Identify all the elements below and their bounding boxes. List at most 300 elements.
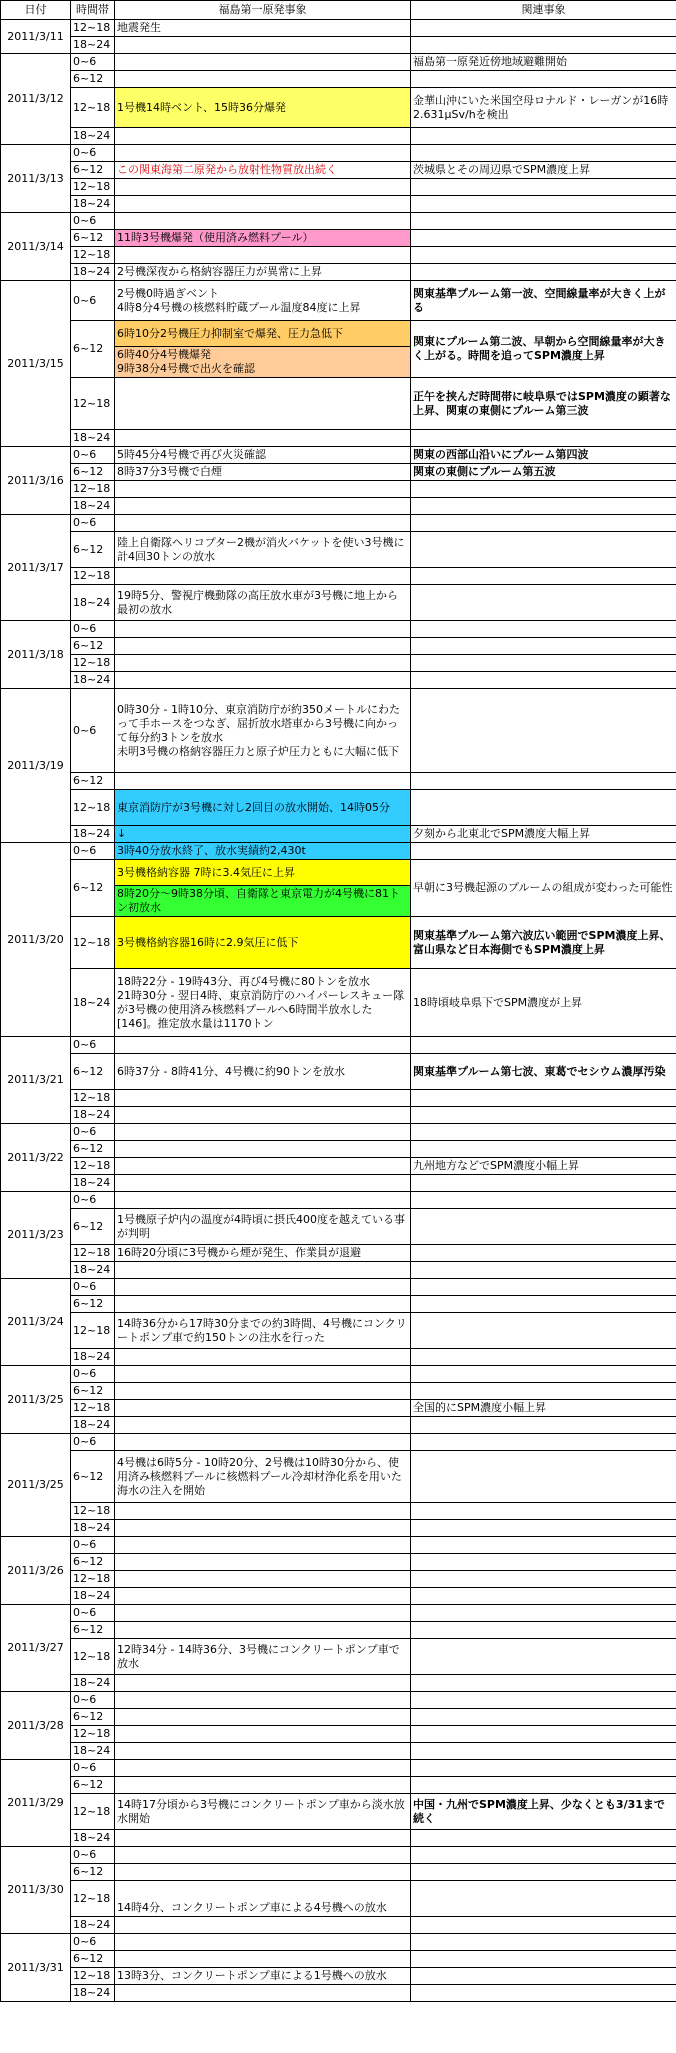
related-event-cell: 正午を挟んだ時間帯に岐阜県ではSPM濃度の顕著な上昇、関東の東側にプルーム第三波: [411, 378, 676, 430]
date-cell: 2011/3/28: [1, 1692, 71, 1760]
time-slot-cell: 18~24: [71, 498, 115, 515]
time-slot-cell: 6~12: [71, 1864, 115, 1881]
header-time-slot: 時間帯: [71, 1, 115, 20]
related-event-cell: 全国的にSPM濃度小幅上昇: [411, 1400, 676, 1417]
time-slot-cell: 0~6: [71, 689, 115, 773]
related-event-cell: [411, 247, 676, 264]
fukushima-event-cell: 11時3号機爆発（使用済み燃料プール）: [115, 230, 411, 247]
related-event-cell: [411, 481, 676, 498]
related-event-cell: [411, 1692, 676, 1709]
related-event-cell: [411, 1847, 676, 1864]
table-row: [1, 655, 676, 672]
time-slot-cell: 12~18: [71, 1503, 115, 1520]
table-row: [1, 1158, 676, 1175]
date-cell: 2011/3/24: [1, 1279, 71, 1366]
time-slot-cell: 12~18: [71, 378, 115, 430]
table-row: [1, 162, 676, 179]
table-row: [1, 532, 676, 568]
fukushima-event-cell: 8時20分～9時38分頃、自衛隊と東京電力が4号機に81トン初放水: [115, 886, 411, 917]
time-slot-cell: 18~24: [71, 1985, 115, 2002]
related-event-cell: [411, 145, 676, 162]
table-row: [1, 843, 676, 860]
related-event-cell: [411, 213, 676, 230]
related-event-cell: 中国・九州でSPM濃度上昇、少なくとも3/31まで続く: [411, 1794, 676, 1830]
related-event-cell: [411, 532, 676, 568]
table-row: [1, 826, 676, 843]
date-cell: 2011/3/22: [1, 1124, 71, 1192]
table-row: [1, 1209, 676, 1245]
fukushima-event-cell: 5時45分4号機で再び火災確認: [115, 447, 411, 464]
table-row: [1, 1864, 676, 1881]
related-event-cell: [411, 71, 676, 88]
related-event-cell: [411, 1141, 676, 1158]
table-row: [1, 447, 676, 464]
fukushima-event-cell: 1号機14時ベント、15時36分爆発: [115, 88, 411, 128]
table-row: [1, 128, 676, 145]
time-slot-cell: 6~12: [71, 1451, 115, 1503]
fukushima-event-cell: 19時5分、警視庁機動隊の高圧放水車が3号機に地上から最初の放水: [115, 585, 411, 621]
time-slot-cell: 0~6: [71, 1760, 115, 1777]
fukushima-event-cell: 14時4分、コンクリートポンプ車による4号機への放水: [115, 1881, 411, 1917]
table-row: [1, 1881, 676, 1917]
fukushima-event-cell: [115, 773, 411, 790]
related-event-cell: [411, 1279, 676, 1296]
fukushima-event-cell: [115, 1090, 411, 1107]
fukushima-event-cell: [115, 1951, 411, 1968]
table-row: [1, 1245, 676, 1262]
related-event-cell: [411, 1571, 676, 1588]
table-row: [1, 1279, 676, 1296]
table-row: [1, 1537, 676, 1554]
fukushima-event-cell: [115, 1864, 411, 1881]
related-event-cell: [411, 128, 676, 145]
time-slot-cell: 18~24: [71, 1917, 115, 1934]
related-event-cell: [411, 37, 676, 54]
fukushima-event-cell: [115, 1383, 411, 1400]
fukushima-event-cell: 1号機原子炉内の温度が4時頃に摂氏400度を越えている事が判明: [115, 1209, 411, 1245]
table-row: [1, 1366, 676, 1383]
table-row: [1, 1622, 676, 1639]
fukushima-event-cell: [115, 1934, 411, 1951]
related-event-cell: [411, 1881, 676, 1917]
date-cell: 2011/3/20: [1, 843, 71, 1037]
related-event-cell: [411, 1520, 676, 1537]
time-slot-cell: 0~6: [71, 1037, 115, 1054]
table-row: [1, 1349, 676, 1366]
fukushima-event-cell: [115, 1917, 411, 1934]
date-cell: 2011/3/15: [1, 281, 71, 447]
fukushima-event-cell: [115, 1520, 411, 1537]
related-event-cell: [411, 1090, 676, 1107]
time-slot-cell: 0~6: [71, 843, 115, 860]
fukushima-event-cell: 東京消防庁が3号機に対し2回目の放水開始、14時05分: [115, 790, 411, 826]
table-row: [1, 1726, 676, 1743]
fukushima-event-cell: [115, 1675, 411, 1692]
fukushima-event-cell: [115, 1192, 411, 1209]
date-cell: 2011/3/29: [1, 1760, 71, 1847]
related-event-cell: [411, 1605, 676, 1622]
fukushima-event-cell: [115, 1743, 411, 1760]
fukushima-event-cell: [115, 128, 411, 145]
table-row: [1, 1794, 676, 1830]
table-row: [1, 790, 676, 826]
time-slot-cell: 12~18: [71, 20, 115, 37]
related-event-cell: [411, 498, 676, 515]
related-event-cell: [411, 1951, 676, 1968]
fukushima-event-cell: 14時17分頃から3号機にコンクリートポンプ車から淡水放水開始: [115, 1794, 411, 1830]
fukushima-event-cell: 3時40分放水終了、放水実績約2,430t: [115, 843, 411, 860]
date-cell: 2011/3/13: [1, 145, 71, 213]
related-event-cell: [411, 1349, 676, 1366]
fukushima-event-cell: [115, 1554, 411, 1571]
time-slot-cell: 6~12: [71, 1554, 115, 1571]
table-row: [1, 1985, 676, 2002]
header-row: [1, 1, 676, 20]
fukushima-event-cell: [115, 213, 411, 230]
table-row: [1, 1847, 676, 1864]
time-slot-cell: 18~24: [71, 1675, 115, 1692]
time-slot-cell: 12~18: [71, 247, 115, 264]
fukushima-event-cell: [115, 1400, 411, 1417]
time-slot-cell: 18~24: [71, 1588, 115, 1605]
date-cell: 2011/3/16: [1, 447, 71, 515]
time-slot-cell: 0~6: [71, 1279, 115, 1296]
date-cell: 2011/3/12: [1, 54, 71, 145]
related-event-cell: [411, 1366, 676, 1383]
time-slot-cell: 18~24: [71, 1417, 115, 1434]
related-event-cell: [411, 20, 676, 37]
time-slot-cell: 6~12: [71, 162, 115, 179]
table-row: [1, 1743, 676, 1760]
time-slot-cell: 6~12: [71, 773, 115, 790]
fukushima-event-cell: [115, 1296, 411, 1313]
table-row: [1, 1588, 676, 1605]
related-event-cell: 福島第一原発近傍地域避難開始: [411, 54, 676, 71]
fukushima-event-cell: [115, 655, 411, 672]
time-slot-cell: 12~18: [71, 1881, 115, 1917]
related-event-cell: [411, 515, 676, 532]
time-slot-cell: 0~6: [71, 515, 115, 532]
time-slot-cell: 6~12: [71, 464, 115, 481]
related-event-cell: [411, 1588, 676, 1605]
time-slot-cell: 12~18: [71, 1726, 115, 1743]
table-row: [1, 1968, 676, 1985]
related-event-cell: [411, 672, 676, 689]
time-slot-cell: 18~24: [71, 1175, 115, 1192]
header-related-events: 関連事象: [411, 1, 676, 20]
related-event-cell: 関東にプルーム第二波、早朝から空間線量率が大きく上がる。時間を追ってSPM濃度上昇: [411, 321, 676, 378]
fukushima-event-cell: [115, 247, 411, 264]
related-event-cell: [411, 790, 676, 826]
fukushima-event-cell: [115, 145, 411, 162]
fukushima-event-cell: [115, 1279, 411, 1296]
related-event-cell: [411, 1262, 676, 1279]
time-slot-cell: 18~24: [71, 128, 115, 145]
time-slot-cell: 12~18: [71, 1158, 115, 1175]
time-slot-cell: 0~6: [71, 213, 115, 230]
related-event-cell: [411, 196, 676, 213]
fukushima-event-cell: 18時22分 - 19時43分、再び4号機に80トンを放水 21時30分 - 翌日4時、東京消防庁のハイパーレスキュー隊が3号機の使用済み核燃料プールへ6時間半放水した[146]。推定放水量は1170トン: [115, 969, 411, 1037]
table-row: [1, 281, 676, 321]
table-row: [1, 1090, 676, 1107]
fukushima-event-cell: [115, 1366, 411, 1383]
fukushima-event-cell: [115, 1709, 411, 1726]
table-row: [1, 1639, 676, 1675]
table-row: [1, 213, 676, 230]
related-event-cell: [411, 1192, 676, 1209]
fukushima-event-cell: [115, 1605, 411, 1622]
time-slot-cell: 0~6: [71, 1605, 115, 1622]
table-row: [1, 196, 676, 213]
related-event-cell: [411, 1743, 676, 1760]
table-row: [1, 1692, 676, 1709]
related-event-cell: [411, 1245, 676, 1262]
related-event-cell: 関東基準プルーム第七波、東葛でセシウム濃厚汚染: [411, 1054, 676, 1090]
fukushima-event-cell: [115, 1037, 411, 1054]
related-event-cell: [411, 1675, 676, 1692]
fukushima-event-cell: 14時36分から17時30分までの約3時間、4号機にコンクリートポンプ車で約150トンの注水を行った: [115, 1313, 411, 1349]
related-event-cell: [411, 1037, 676, 1054]
related-event-cell: 関東の東側にプルーム第五波: [411, 464, 676, 481]
table-row: [1, 1313, 676, 1349]
fukushima-event-cell: [115, 1417, 411, 1434]
related-event-cell: [411, 1209, 676, 1245]
table-row: [1, 1777, 676, 1794]
time-slot-cell: 0~6: [71, 281, 115, 321]
fukushima-event-cell: [115, 1985, 411, 2002]
related-event-cell: [411, 1417, 676, 1434]
related-event-cell: [411, 1503, 676, 1520]
date-cell: 2011/3/23: [1, 1192, 71, 1279]
table-row: [1, 1709, 676, 1726]
table-row: [1, 1124, 676, 1141]
related-event-cell: [411, 1864, 676, 1881]
fukushima-event-cell: [115, 196, 411, 213]
table-row: [1, 917, 676, 969]
fukushima-event-cell: 6時37分 - 8時41分、4号機に約90トンを放水: [115, 1054, 411, 1090]
time-slot-cell: 6~12: [71, 1622, 115, 1639]
time-slot-cell: 18~24: [71, 37, 115, 54]
table-row: [1, 1192, 676, 1209]
fukushima-event-cell: [115, 1847, 411, 1864]
related-event-cell: 18時頃岐阜県下でSPM濃度が上昇: [411, 969, 676, 1037]
header-date: 日付: [1, 1, 71, 20]
table-row: [1, 1571, 676, 1588]
time-slot-cell: 18~24: [71, 672, 115, 689]
fukushima-event-cell: [115, 621, 411, 638]
time-slot-cell: 12~18: [71, 655, 115, 672]
related-event-cell: [411, 585, 676, 621]
time-slot-cell: 6~12: [71, 230, 115, 247]
fukushima-event-cell: [115, 179, 411, 196]
fukushima-event-cell: 4号機は6時5分 - 10時20分、2号機は10時30分から、使用済み核燃料プールに核燃料プール冷却材浄化系を用いた海水の注入を開始: [115, 1451, 411, 1503]
fukushima-event-cell: [115, 1434, 411, 1451]
related-event-cell: [411, 1968, 676, 1985]
related-event-cell: [411, 1537, 676, 1554]
related-event-cell: [411, 1296, 676, 1313]
table-row: [1, 1141, 676, 1158]
table-row: [1, 568, 676, 585]
fukushima-event-cell: 2号機0時過ぎベント 4時8分4号機の核燃料貯蔵プール温度84度に上昇: [115, 281, 411, 321]
fukushima-event-cell: [115, 515, 411, 532]
time-slot-cell: 6~12: [71, 1296, 115, 1313]
related-event-cell: [411, 1760, 676, 1777]
time-slot-cell: 0~6: [71, 1192, 115, 1209]
related-event-cell: [411, 1554, 676, 1571]
table-row: [1, 1296, 676, 1313]
related-event-cell: [411, 1830, 676, 1847]
time-slot-cell: 18~24: [71, 1107, 115, 1124]
time-slot-cell: 6~12: [71, 1777, 115, 1794]
time-slot-cell: 12~18: [71, 917, 115, 969]
fukushima-event-cell: 地震発生: [115, 20, 411, 37]
time-slot-cell: 18~24: [71, 1830, 115, 1847]
related-event-cell: [411, 1985, 676, 2002]
table-row: [1, 88, 676, 128]
table-row: [1, 498, 676, 515]
related-event-cell: [411, 773, 676, 790]
table-row: [1, 1675, 676, 1692]
table-row: [1, 321, 676, 347]
fukushima-event-cell: [115, 1124, 411, 1141]
time-slot-cell: 6~12: [71, 321, 115, 378]
fukushima-event-cell: [115, 71, 411, 88]
time-slot-cell: 0~6: [71, 1124, 115, 1141]
time-slot-cell: 6~12: [71, 638, 115, 655]
table-row: [1, 621, 676, 638]
time-slot-cell: 6~12: [71, 1383, 115, 1400]
fukushima-event-cell: [115, 568, 411, 585]
fukushima-event-cell: [115, 378, 411, 430]
table-row: [1, 1605, 676, 1622]
fukushima-event-cell: 0時30分 - 1時10分、東京消防庁が約350メートルにわたって手ホースをつなぎ、屈折放水塔車から3号機に向かって毎分約3トンを放水 未明3号機の格納容器圧力と原子炉圧力ともに大幅に低下: [115, 689, 411, 773]
time-slot-cell: 18~24: [71, 264, 115, 281]
related-event-cell: 金華山沖にいた米国空母ロナルド・レーガンが16時2.631μSv/hを検出: [411, 88, 676, 128]
time-slot-cell: 12~18: [71, 1313, 115, 1349]
fukushima-event-cell: [115, 430, 411, 447]
date-cell: 2011/3/14: [1, 213, 71, 281]
table-row: [1, 1417, 676, 1434]
time-slot-cell: 12~18: [71, 1968, 115, 1985]
related-event-cell: 関東の西部山沿いにプルーム第四波: [411, 447, 676, 464]
related-event-cell: [411, 1175, 676, 1192]
table-row: [1, 54, 676, 71]
fukushima-event-cell: [115, 1141, 411, 1158]
table-row: [1, 515, 676, 532]
fukushima-event-cell: 陸上自衛隊ヘリコプター2機が消火バケットを使い3号機に計4回30トンの放水: [115, 532, 411, 568]
time-slot-cell: 12~18: [71, 1245, 115, 1262]
date-cell: 2011/3/19: [1, 689, 71, 843]
table-row: [1, 689, 676, 773]
table-row: [1, 1520, 676, 1537]
related-event-cell: [411, 1726, 676, 1743]
related-event-cell: [411, 1451, 676, 1503]
related-event-cell: [411, 1434, 676, 1451]
fukushima-event-cell: [115, 1588, 411, 1605]
time-slot-cell: 0~6: [71, 1934, 115, 1951]
table-row: [1, 145, 676, 162]
table-row: [1, 969, 676, 1037]
time-slot-cell: 0~6: [71, 145, 115, 162]
table-row: [1, 37, 676, 54]
related-event-cell: [411, 1639, 676, 1675]
related-event-cell: [411, 230, 676, 247]
table-row: [1, 1830, 676, 1847]
related-event-cell: [411, 1124, 676, 1141]
table-row: [1, 585, 676, 621]
time-slot-cell: 12~18: [71, 1794, 115, 1830]
date-cell: 2011/3/30: [1, 1847, 71, 1934]
fukushima-event-cell: [115, 1760, 411, 1777]
fukushima-event-cell: 3号機格納容器16時に2.9気圧に低下: [115, 917, 411, 969]
time-slot-cell: 18~24: [71, 196, 115, 213]
time-slot-cell: 12~18: [71, 568, 115, 585]
date-cell: 2011/3/18: [1, 621, 71, 689]
fukushima-event-cell: [115, 1503, 411, 1520]
table-row: [1, 1175, 676, 1192]
related-event-cell: [411, 1313, 676, 1349]
related-event-cell: [411, 568, 676, 585]
table-row: [1, 1760, 676, 1777]
time-slot-cell: 6~12: [71, 1054, 115, 1090]
table-row: [1, 264, 676, 281]
fukushima-event-cell: [115, 1349, 411, 1366]
table-row: [1, 1107, 676, 1124]
table-row: [1, 179, 676, 196]
table-row: [1, 1503, 676, 1520]
fukushima-event-cell: [115, 1777, 411, 1794]
table-row: [1, 1917, 676, 1934]
time-slot-cell: 12~18: [71, 1400, 115, 1417]
table-row: [1, 638, 676, 655]
related-event-cell: [411, 1777, 676, 1794]
fukushima-event-cell: [115, 672, 411, 689]
related-event-cell: [411, 264, 676, 281]
related-event-cell: [411, 621, 676, 638]
related-event-cell: [411, 655, 676, 672]
related-event-cell: 夕刻から北東北でSPM濃度大幅上昇: [411, 826, 676, 843]
time-slot-cell: 0~6: [71, 1434, 115, 1451]
date-cell: 2011/3/21: [1, 1037, 71, 1124]
table-row: [1, 1400, 676, 1417]
time-slot-cell: 6~12: [71, 1951, 115, 1968]
time-slot-cell: 18~24: [71, 1743, 115, 1760]
time-slot-cell: 6~12: [71, 1141, 115, 1158]
table-row: [1, 860, 676, 886]
date-cell: 2011/3/25: [1, 1434, 71, 1537]
related-event-cell: 関東基準プルーム第六波広い範囲でSPM濃度上昇、富山県など日本海側でもSPM濃度上昇: [411, 917, 676, 969]
date-cell: 2011/3/25: [1, 1366, 71, 1434]
fukushima-event-cell: [115, 1107, 411, 1124]
related-event-cell: 九州地方などでSPM濃度小幅上昇: [411, 1158, 676, 1175]
table-row: [1, 378, 676, 430]
time-slot-cell: 0~6: [71, 1847, 115, 1864]
fukushima-event-cell: [115, 1726, 411, 1743]
time-slot-cell: 12~18: [71, 1571, 115, 1588]
date-cell: 2011/3/27: [1, 1605, 71, 1692]
date-cell: 2011/3/17: [1, 515, 71, 621]
related-event-cell: [411, 1917, 676, 1934]
fukushima-event-cell: 6時40分4号機爆発 9時38分4号機で出火を確認: [115, 347, 411, 378]
related-event-cell: [411, 1709, 676, 1726]
table-row: [1, 481, 676, 498]
time-slot-cell: 6~12: [71, 860, 115, 917]
fukushima-event-cell: [115, 1175, 411, 1192]
fukushima-event-cell: 6時10分2号機圧力抑制室で爆発、圧力急低下: [115, 321, 411, 347]
time-slot-cell: 12~18: [71, 790, 115, 826]
fukushima-event-cell: [115, 498, 411, 515]
table-row: [1, 1054, 676, 1090]
